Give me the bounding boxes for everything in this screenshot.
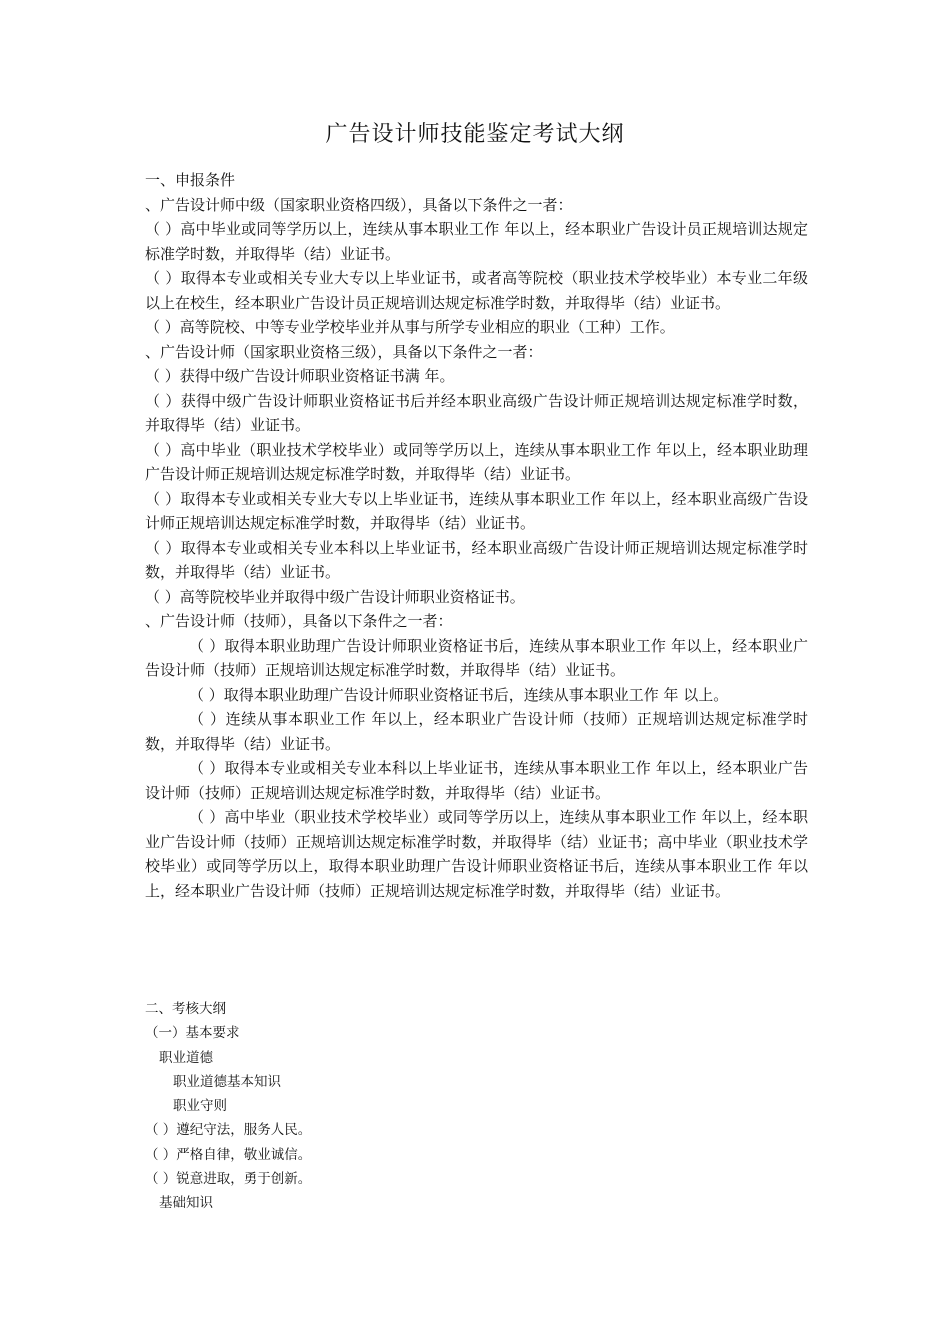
outline-line: 职业守则 <box>173 1098 227 1115</box>
paragraph: （ ）高等院校毕业并取得中级广告设计师职业资格证书。 <box>145 587 525 606</box>
paragraph: （ ）取得本职业助理广告设计师职业资格证书后，连续从事本职业工作 年 以上。 <box>189 685 729 704</box>
paragraph: 、广告设计师中级（国家职业资格四级），具备以下条件之一者： <box>145 195 573 214</box>
paragraph: （ ）取得本专业或相关专业大专以上毕业证书，连续从事本职业工作 年以上，经本职业高级广告设计师正规培训达规定标准学时数，并取得毕（结）业证书。 <box>145 489 808 532</box>
paragraph: （ ）连续从事本职业工作 年以上，经本职业广告设计师（技师）正规培训达规定标准学时数，并取得毕（结）业证书。 <box>145 710 808 753</box>
paragraph: （ ）获得中级广告设计师职业资格证书后并经本职业高级广告设计师正规培训达规定标准学时数，并取得毕（结）业证书。 <box>145 391 808 434</box>
outline-line: （一）基本要求 <box>145 1025 240 1042</box>
paragraph: （ ）高中毕业（职业技术学校毕业）或同等学历以上，连续从事本职业工作 年以上，经本职业助理广告设计师正规培训达规定标准学时数，并取得毕（结）业证书。 <box>145 440 808 483</box>
section-heading: 一、申报条件 <box>145 171 236 189</box>
section-heading: 二、考核大纲 <box>145 1001 226 1017</box>
paragraph: 、广告设计师（国家职业资格三级），具备以下条件之一者： <box>145 342 543 361</box>
outline-line: （ ）严格自律，敬业诚信。 <box>145 1146 312 1163</box>
paragraph: （ ）取得本专业或相关专业本科以上毕业证书，连续从事本职业工作 年以上，经本职业广告设计师（技师）正规培训达规定标准学时数，并取得毕（结）业证书。 <box>145 759 808 802</box>
section-application-conditions <box>145 168 808 903</box>
outline-line: 基础知识 <box>159 1195 213 1212</box>
paragraph: （ ）取得本专业或相关专业大专以上毕业证书，或者高等院校（职业技术学校毕业）本专业二年级以上在校生，经本职业广告设计员正规培训达规定标准学时数，并取得毕（结）业证书。 <box>145 269 808 312</box>
outline-line: （ ）锐意进取，勇于创新。 <box>145 1171 312 1188</box>
document-title: 广告设计师技能鉴定考试大纲 <box>325 122 625 147</box>
paragraph: （ ）获得中级广告设计师职业资格证书满 年。 <box>145 367 455 385</box>
outline-line: （ ）遵纪守法，服务人民。 <box>145 1122 312 1139</box>
outline-line: 职业道德 <box>159 1049 213 1066</box>
paragraph: （ ）高等院校、中等专业学校毕业并从事与所学专业相应的职业（工种）工作。 <box>145 318 675 336</box>
paragraph: （ ）高中毕业或同等学历以上，连续从事本职业工作 年以上，经本职业广告设计员正规培训达规定标准学时数，并取得毕（结）业证书。 <box>145 220 808 263</box>
section-exam-outline <box>145 997 808 1216</box>
paragraph: 、广告设计师（技师），具备以下条件之一者： <box>145 612 453 630</box>
section-body <box>145 193 808 904</box>
section-body <box>145 1021 808 1215</box>
paragraph: （ ）高中毕业（职业技术学校毕业）或同等学历以上，连续从事本职业工作 年以上，经本职业广告设计师（技师）正规培训达规定标准学时数，并取得毕（结）业证书；高中毕业（职业技术学校毕业）或同等学历以上，取得本职业助理广告设计师职业资格证书后，连续从事本职业工作 年以上，经本职业广告设计师（技师）正规培训达规定标准学时数，并取得毕（结）业证书。 <box>145 808 808 900</box>
outline-line: 职业道德基本知识 <box>173 1073 281 1090</box>
paragraph: （ ）取得本职业助理广告设计师职业资格证书后，连续从事本职业工作 年以上，经本职业广告设计师（技师）正规培训达规定标准学时数，并取得毕（结）业证书。 <box>145 636 808 679</box>
paragraph: （ ）取得本专业或相关专业本科以上毕业证书，经本职业高级广告设计师正规培训达规定标准学时数，并取得毕（结）业证书。 <box>145 538 808 581</box>
